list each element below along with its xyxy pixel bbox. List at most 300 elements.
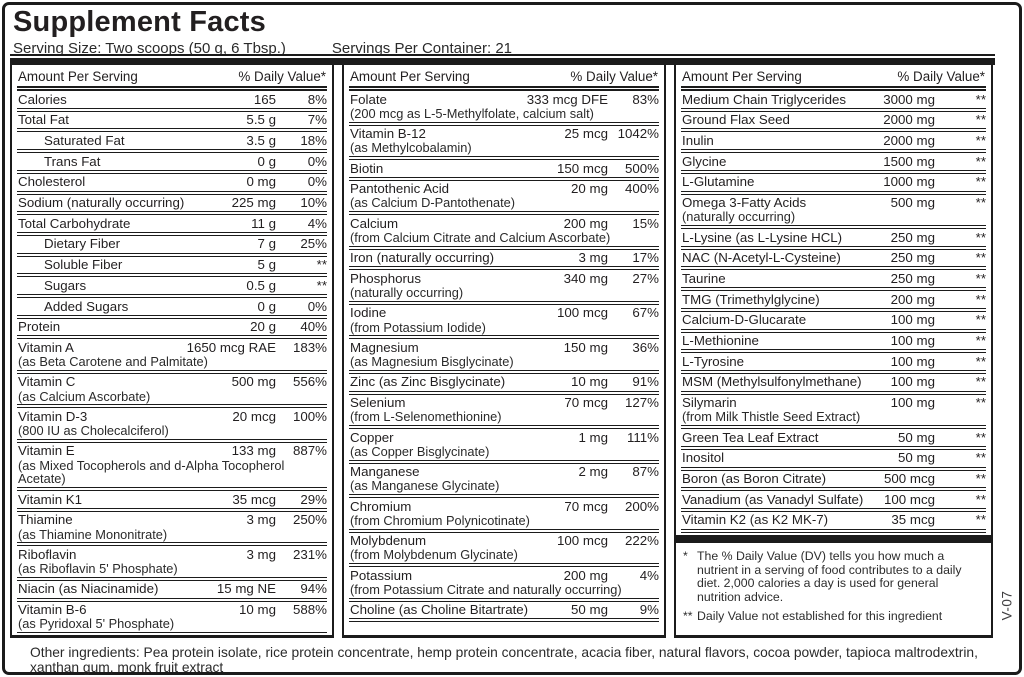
nutrient-amount: 3 mg bbox=[246, 512, 276, 528]
nutrient-amount: 133 mg bbox=[231, 443, 276, 459]
nutrient-row-main bbox=[349, 272, 659, 286]
nutrient-source: (from Potassium Iodide) bbox=[350, 319, 486, 335]
nutrient-amount: 25 mcg bbox=[564, 126, 608, 141]
nutrient-amount: 3000 mg bbox=[883, 91, 935, 107]
nutrient-row-main bbox=[17, 279, 327, 293]
nutrient-row-main bbox=[681, 513, 986, 527]
nutrient-amount: 100 mcg bbox=[557, 533, 608, 549]
nutrient-amount: 0.5 g bbox=[246, 277, 276, 293]
daily-value-header: % Daily Value* bbox=[897, 69, 985, 84]
footnote-marker: ** bbox=[683, 609, 693, 624]
nutrient-amount: 50 mg bbox=[571, 602, 608, 618]
nutrient-row bbox=[17, 277, 327, 298]
nutrient-amount: 150 mg bbox=[563, 339, 608, 355]
nutrient-row-main bbox=[17, 375, 327, 389]
nutrient-daily-value: ** bbox=[316, 257, 327, 273]
nutrient-source: (from Milk Thistle Seed Extract) bbox=[682, 409, 861, 425]
nutrient-source: (as Calcium Ascorbate) bbox=[18, 388, 151, 404]
nutrient-name: Calories bbox=[18, 91, 67, 107]
nutrient-row bbox=[681, 512, 986, 533]
nutrient-source: (as Magnesium Bisglycinate) bbox=[350, 354, 514, 370]
nutrient-daily-value: 67% bbox=[632, 305, 659, 321]
nutrient-daily-value: 1042% bbox=[617, 126, 659, 141]
nutrient-daily-value: 29% bbox=[300, 491, 327, 507]
nutrient-row-main bbox=[17, 300, 327, 314]
nutrient-row-main bbox=[681, 334, 986, 348]
nutrient-rows bbox=[17, 91, 327, 636]
nutrient-row bbox=[349, 250, 659, 271]
nutrient-amount: 250 mg bbox=[890, 229, 935, 245]
footnote bbox=[683, 610, 984, 624]
nutrient-amount: 2000 mg bbox=[883, 112, 935, 128]
nutrient-row-main bbox=[17, 320, 327, 334]
nutrient-amount: 340 mg bbox=[563, 270, 608, 286]
nutrient-name: MSM (Methylsulfonylmethane) bbox=[682, 374, 862, 390]
nutrient-row bbox=[681, 429, 986, 450]
footnote-text: Daily Value not established for this ingredient bbox=[697, 609, 943, 624]
nutrient-row bbox=[681, 112, 986, 133]
nutrient-row-main bbox=[681, 272, 986, 286]
nutrient-row-main bbox=[17, 603, 327, 617]
nutrient-amount: 500 mg bbox=[231, 374, 276, 390]
nutrient-amount: 100 mg bbox=[890, 333, 935, 349]
daily-value-header: % Daily Value* bbox=[570, 69, 658, 84]
nutrient-daily-value: ** bbox=[975, 112, 986, 128]
nutrient-row-main bbox=[681, 93, 986, 107]
nutrient-row bbox=[17, 491, 327, 512]
nutrient-daily-value: ** bbox=[975, 91, 986, 107]
nutrient-row bbox=[681, 491, 986, 512]
nutrient-name: Silymarin bbox=[682, 395, 737, 411]
nutrient-row-main bbox=[349, 217, 659, 231]
nutrient-amount: 11 g bbox=[251, 215, 276, 231]
nutrient-name: Total Carbohydrate bbox=[18, 215, 131, 231]
nutrient-source: (from L-Selenomethionine) bbox=[350, 409, 502, 425]
nutrient-row bbox=[681, 395, 986, 430]
nutrient-row-main bbox=[17, 196, 327, 210]
nutrient-name: Thiamine bbox=[18, 512, 73, 528]
nutrient-name: TMG (Trimethylglycine) bbox=[682, 291, 820, 307]
facts-column-3 bbox=[674, 65, 993, 638]
nutrient-row-main bbox=[349, 341, 659, 355]
nutrient-row bbox=[17, 132, 327, 153]
nutrient-amount: 5 g bbox=[257, 257, 276, 273]
nutrient-daily-value: ** bbox=[316, 277, 327, 293]
nutrient-daily-value: 17% bbox=[632, 250, 659, 266]
nutrient-name: Magnesium bbox=[350, 339, 419, 355]
nutrient-daily-value: 7% bbox=[307, 112, 327, 128]
nutrient-row bbox=[17, 91, 327, 112]
nutrient-row bbox=[681, 333, 986, 354]
nutrient-name: Vitamin E bbox=[18, 443, 75, 459]
nutrient-amount: 5.5 g bbox=[246, 112, 276, 128]
nutrient-daily-value: ** bbox=[975, 312, 986, 328]
nutrient-amount: 1000 mg bbox=[883, 174, 935, 190]
nutrient-name: Added Sugars bbox=[44, 298, 129, 314]
nutrient-row-main bbox=[681, 355, 986, 369]
nutrient-row-main bbox=[681, 134, 986, 148]
nutrient-row bbox=[349, 339, 659, 374]
nutrient-row bbox=[681, 174, 986, 195]
nutrient-name: Riboflavin bbox=[18, 546, 77, 562]
facts-column-2 bbox=[342, 65, 666, 638]
nutrient-row-main bbox=[681, 431, 986, 445]
nutrient-name: Inulin bbox=[682, 132, 714, 148]
nutrient-daily-value: 222% bbox=[624, 533, 659, 549]
nutrient-row-main bbox=[17, 155, 327, 169]
nutrient-name: Vitamin D-3 bbox=[18, 408, 88, 424]
nutrient-row-main bbox=[17, 548, 327, 562]
amount-per-serving-header: Amount Per Serving bbox=[350, 69, 470, 84]
nutrient-row bbox=[681, 450, 986, 471]
nutrient-daily-value: 83% bbox=[632, 91, 659, 107]
nutrient-row bbox=[349, 533, 659, 568]
nutrient-daily-value: ** bbox=[975, 395, 986, 411]
nutrient-name: Phosphorus bbox=[350, 270, 421, 286]
nutrient-row-main bbox=[681, 231, 986, 245]
nutrient-row-main bbox=[681, 293, 986, 307]
nutrient-row-main bbox=[681, 396, 986, 410]
nutrient-name: Niacin (as Niacinamide) bbox=[18, 581, 159, 597]
nutrient-row-main bbox=[17, 175, 327, 189]
nutrient-row bbox=[349, 464, 659, 499]
nutrient-daily-value: 183% bbox=[292, 339, 327, 355]
nutrient-row bbox=[17, 408, 327, 443]
nutrient-row bbox=[17, 319, 327, 340]
nutrient-row-main bbox=[681, 313, 986, 327]
nutrient-source: (as Methylcobalamin) bbox=[350, 140, 472, 156]
nutrient-source: (as Riboflavin 5' Phosphate) bbox=[18, 561, 178, 577]
nutrient-row bbox=[17, 339, 327, 374]
nutrient-row-main bbox=[349, 603, 659, 617]
nutrient-amount: 1500 mg bbox=[883, 153, 935, 169]
nutrient-row bbox=[681, 153, 986, 174]
nutrient-row bbox=[349, 429, 659, 464]
nutrient-amount: 3 mg bbox=[246, 546, 276, 562]
nutrient-daily-value: 94% bbox=[300, 581, 327, 597]
nutrient-daily-value: 887% bbox=[292, 443, 327, 459]
nutrient-name: Choline (as Choline Bitartrate) bbox=[350, 602, 529, 618]
nutrient-daily-value: 400% bbox=[624, 181, 659, 197]
column-header bbox=[681, 66, 986, 91]
nutrient-row bbox=[17, 257, 327, 278]
nutrient-name: Folate bbox=[350, 91, 387, 107]
nutrient-amount: 100 mg bbox=[890, 353, 935, 369]
nutrient-name: Vanadium (as Vanadyl Sulfate) bbox=[682, 491, 864, 507]
nutrient-row bbox=[17, 195, 327, 216]
nutrient-name: Trans Fat bbox=[44, 153, 101, 169]
nutrient-name: Ground Flax Seed bbox=[682, 112, 790, 128]
nutrient-row-main bbox=[349, 431, 659, 445]
nutrient-amount: 500 mg bbox=[890, 195, 935, 211]
serving-size: Serving Size: Two scoops (50 g, 6 Tbsp.) bbox=[13, 40, 286, 58]
nutrient-daily-value: 40% bbox=[300, 319, 327, 335]
nutrient-source: (from Calcium Citrate and Calcium Ascorbate) bbox=[350, 229, 611, 245]
nutrient-daily-value: ** bbox=[975, 153, 986, 169]
nutrient-name: Total Fat bbox=[18, 112, 69, 128]
nutrient-row-main bbox=[349, 162, 659, 176]
nutrient-amount: 2000 mg bbox=[883, 132, 935, 148]
nutrient-amount: 0 mg bbox=[246, 174, 276, 190]
nutrient-name: Inositol bbox=[682, 450, 725, 466]
nutrient-daily-value: ** bbox=[975, 333, 986, 349]
nutrient-amount: 250 mg bbox=[890, 270, 935, 286]
nutrient-row bbox=[681, 291, 986, 312]
nutrient-row-main bbox=[17, 237, 327, 251]
nutrient-daily-value: 231% bbox=[292, 546, 327, 562]
nutrient-name: Calcium bbox=[350, 215, 399, 231]
nutrient-amount: 0 g bbox=[257, 298, 276, 314]
nutrient-name: Iodine bbox=[350, 305, 387, 321]
nutrient-row-main bbox=[681, 493, 986, 507]
nutrient-amount: 7 g bbox=[257, 236, 276, 252]
nutrient-amount: 100 mcg bbox=[557, 305, 608, 321]
version-code: V-07 bbox=[999, 590, 1015, 621]
nutrient-row-main bbox=[681, 375, 986, 389]
nutrient-row bbox=[17, 443, 327, 491]
nutrient-row-main bbox=[17, 93, 327, 107]
nutrient-row bbox=[17, 298, 327, 319]
nutrient-source: (as Beta Carotene and Palmitate) bbox=[18, 354, 208, 370]
nutrient-row bbox=[349, 181, 659, 216]
footnotes bbox=[681, 543, 986, 625]
nutrient-source: (from Potassium Citrate and naturally occurring) bbox=[350, 581, 622, 597]
nutrient-row bbox=[17, 153, 327, 174]
nutrient-row bbox=[17, 546, 327, 581]
nutrient-name: Pantothenic Acid bbox=[350, 181, 450, 197]
nutrient-amount: 20 g bbox=[250, 319, 276, 335]
nutrient-row bbox=[349, 602, 659, 623]
nutrient-daily-value: 8% bbox=[307, 91, 327, 107]
nutrient-name: Soluble Fiber bbox=[44, 257, 123, 273]
nutrient-name: Zinc (as Zinc Bisglycinate) bbox=[350, 374, 506, 390]
nutrient-row bbox=[681, 195, 986, 230]
nutrient-amount: 100 mg bbox=[890, 374, 935, 390]
nutrient-amount: 333 mcg DFE bbox=[526, 91, 608, 107]
facts-columns bbox=[10, 65, 993, 638]
nutrient-row bbox=[349, 374, 659, 395]
nutrient-row bbox=[681, 229, 986, 250]
nutrient-daily-value: 500% bbox=[624, 160, 659, 176]
nutrient-daily-value: ** bbox=[975, 174, 986, 190]
nutrient-row-main bbox=[681, 196, 986, 210]
nutrient-row-main bbox=[349, 500, 659, 514]
nutrient-row-main bbox=[17, 341, 327, 355]
nutrient-source: (naturally occurring) bbox=[350, 285, 464, 301]
nutrient-row-main bbox=[349, 534, 659, 548]
nutrient-row-main bbox=[17, 582, 327, 596]
nutrient-row bbox=[17, 112, 327, 133]
nutrient-amount: 200 mg bbox=[563, 215, 608, 231]
nutrient-amount: 20 mcg bbox=[232, 408, 276, 424]
nutrient-name: Vitamin A bbox=[18, 339, 74, 355]
nutrient-name: Protein bbox=[18, 319, 61, 335]
nutrient-name: Taurine bbox=[682, 270, 726, 286]
nutrient-amount: 35 mcg bbox=[891, 512, 935, 528]
nutrient-name: Vitamin K2 (as K2 MK-7) bbox=[682, 512, 829, 528]
nutrient-name: Iron (naturally occurring) bbox=[350, 250, 495, 266]
nutrient-name: Calcium-D-Glucarate bbox=[682, 312, 807, 328]
nutrient-daily-value: 0% bbox=[307, 153, 327, 169]
nutrient-row-main bbox=[349, 375, 659, 389]
nutrient-row bbox=[349, 270, 659, 305]
nutrient-name: Medium Chain Triglycerides bbox=[682, 91, 847, 107]
nutrient-daily-value: 87% bbox=[632, 464, 659, 480]
nutrient-row-main bbox=[349, 465, 659, 479]
nutrient-name: Boron (as Boron Citrate) bbox=[682, 471, 827, 487]
nutrient-name: L-Glutamine bbox=[682, 174, 755, 190]
column-header bbox=[17, 66, 327, 91]
nutrient-name: L-Tyrosine bbox=[682, 353, 745, 369]
nutrient-amount: 200 mg bbox=[890, 291, 935, 307]
other-ingredients: Other ingredients: Pea protein isolate, rice protein concentrate, hemp protein concentrate, acacia fiber, natural flavors, cocoa powder, tapioca maltrodextrin, xanthan gum, monk fruit extract bbox=[30, 645, 978, 675]
nutrient-rows bbox=[349, 91, 659, 622]
nutrient-row-main bbox=[17, 113, 327, 127]
nutrient-daily-value: 0% bbox=[307, 298, 327, 314]
nutrient-daily-value: 556% bbox=[292, 374, 327, 390]
nutrient-row bbox=[17, 174, 327, 195]
nutrient-daily-value: ** bbox=[975, 374, 986, 390]
nutrient-row bbox=[349, 567, 659, 602]
nutrient-amount: 10 mg bbox=[571, 374, 608, 390]
facts-header bbox=[0, 0, 1024, 57]
footnote-divider bbox=[676, 535, 991, 543]
footnote-marker: * bbox=[683, 548, 688, 563]
nutrient-amount: 500 mcg bbox=[884, 471, 935, 487]
nutrient-daily-value: ** bbox=[975, 132, 986, 148]
nutrient-daily-value: 4% bbox=[639, 567, 659, 583]
nutrient-amount: 165 bbox=[253, 91, 276, 107]
nutrient-name: Selenium bbox=[350, 395, 406, 411]
nutrient-name: Copper bbox=[350, 429, 394, 445]
nutrient-amount: 15 mg NE bbox=[216, 581, 276, 597]
nutrient-row bbox=[349, 91, 659, 126]
nutrient-amount: 10 mg bbox=[239, 602, 276, 618]
nutrient-name: Glycine bbox=[682, 153, 727, 169]
nutrient-row-main bbox=[681, 113, 986, 127]
nutrient-name: Omega 3-Fatty Acids bbox=[682, 195, 807, 211]
nutrient-daily-value: ** bbox=[975, 229, 986, 245]
nutrient-row bbox=[17, 581, 327, 602]
nutrient-row-main bbox=[349, 182, 659, 196]
footnote bbox=[683, 550, 984, 606]
nutrient-daily-value: ** bbox=[975, 250, 986, 266]
nutrient-name: Vitamin K1 bbox=[18, 491, 83, 507]
daily-value-header: % Daily Value* bbox=[238, 69, 326, 84]
nutrient-name: Molybdenum bbox=[350, 533, 427, 549]
nutrient-name: Sodium (naturally occurring) bbox=[18, 195, 185, 211]
nutrient-row-main bbox=[17, 493, 327, 507]
column-header bbox=[349, 66, 659, 91]
nutrient-name: Vitamin B-12 bbox=[350, 126, 426, 141]
nutrient-source: (from Chromium Polynicotinate) bbox=[350, 512, 530, 528]
nutrient-row-main bbox=[681, 251, 986, 265]
nutrient-name: Vitamin B-6 bbox=[18, 602, 87, 618]
nutrient-amount: 2 mg bbox=[578, 464, 608, 480]
nutrient-daily-value: 200% bbox=[624, 498, 659, 514]
nutrient-daily-value: ** bbox=[975, 471, 986, 487]
nutrient-daily-value: 10% bbox=[300, 195, 327, 211]
nutrient-name: L-Methionine bbox=[682, 333, 759, 349]
nutrient-source: (as Mixed Tocopherols and d-Alpha Tocopherol Acetate) bbox=[18, 457, 285, 487]
nutrient-daily-value: 4% bbox=[307, 215, 327, 231]
nutrient-name: Chromium bbox=[350, 498, 412, 514]
nutrient-row-main bbox=[349, 251, 659, 265]
nutrient-daily-value: 100% bbox=[292, 408, 327, 424]
nutrient-row-main bbox=[349, 569, 659, 583]
nutrient-row bbox=[17, 374, 327, 409]
nutrient-amount: 50 mg bbox=[898, 429, 935, 445]
nutrient-amount: 225 mg bbox=[231, 195, 276, 211]
nutrient-daily-value: ** bbox=[975, 429, 986, 445]
nutrient-amount: 1 mg bbox=[578, 429, 608, 445]
nutrient-row bbox=[681, 250, 986, 271]
nutrient-name: Manganese bbox=[350, 464, 420, 480]
nutrient-name: Cholesterol bbox=[18, 174, 86, 190]
nutrient-daily-value: 250% bbox=[292, 512, 327, 528]
nutrient-row bbox=[17, 512, 327, 547]
nutrient-row-main bbox=[17, 410, 327, 424]
nutrient-row-main bbox=[681, 175, 986, 189]
nutrient-source: (as Thiamine Mononitrate) bbox=[18, 526, 168, 542]
nutrient-row-main bbox=[17, 217, 327, 231]
nutrient-row bbox=[681, 374, 986, 395]
nutrient-row bbox=[349, 395, 659, 430]
nutrient-source: (naturally occurring) bbox=[682, 209, 796, 225]
nutrient-daily-value: 18% bbox=[300, 132, 327, 148]
nutrient-amount: 3.5 g bbox=[246, 132, 276, 148]
nutrient-daily-value: 91% bbox=[632, 374, 659, 390]
nutrient-name: Sugars bbox=[44, 277, 87, 293]
nutrient-amount: 0 g bbox=[257, 153, 276, 169]
nutrient-row bbox=[349, 160, 659, 181]
amount-per-serving-header: Amount Per Serving bbox=[682, 69, 802, 84]
nutrient-amount: 100 mcg bbox=[884, 491, 935, 507]
nutrient-row-main bbox=[17, 258, 327, 272]
nutrient-row bbox=[681, 353, 986, 374]
header-rule bbox=[10, 54, 995, 56]
nutrient-daily-value: 0% bbox=[307, 174, 327, 190]
nutrient-daily-value: 9% bbox=[639, 602, 659, 618]
nutrient-row-main bbox=[349, 127, 659, 141]
amount-per-serving-header: Amount Per Serving bbox=[18, 69, 138, 84]
nutrient-source: (as Manganese Glycinate) bbox=[350, 478, 500, 494]
nutrient-rows bbox=[681, 91, 986, 533]
nutrient-amount: 150 mcg bbox=[557, 160, 608, 176]
nutrient-name: L-Lysine (as L-Lysine HCL) bbox=[682, 229, 843, 245]
nutrient-daily-value: 127% bbox=[624, 395, 659, 411]
servings-per-container: Servings Per Container: 21 bbox=[331, 40, 513, 58]
nutrient-row bbox=[17, 236, 327, 257]
nutrient-amount: 70 mcg bbox=[564, 395, 608, 411]
nutrient-daily-value: 36% bbox=[632, 339, 659, 355]
nutrient-source: (as Pyridoxal 5' Phosphate) bbox=[18, 616, 175, 632]
nutrient-amount: 35 mcg bbox=[232, 491, 276, 507]
nutrient-row-main bbox=[17, 134, 327, 148]
nutrient-name: Potassium bbox=[350, 567, 413, 583]
nutrient-row bbox=[681, 132, 986, 153]
nutrient-daily-value: ** bbox=[975, 450, 986, 466]
nutrient-name: Green Tea Leaf Extract bbox=[682, 429, 819, 445]
nutrient-daily-value: ** bbox=[975, 195, 986, 211]
nutrient-row bbox=[349, 126, 659, 161]
nutrient-row bbox=[681, 270, 986, 291]
nutrient-row-main bbox=[17, 444, 327, 458]
nutrient-name: Biotin bbox=[350, 160, 384, 176]
nutrient-row-main bbox=[17, 513, 327, 527]
nutrient-amount: 20 mg bbox=[571, 181, 608, 197]
nutrient-daily-value: 27% bbox=[632, 270, 659, 286]
